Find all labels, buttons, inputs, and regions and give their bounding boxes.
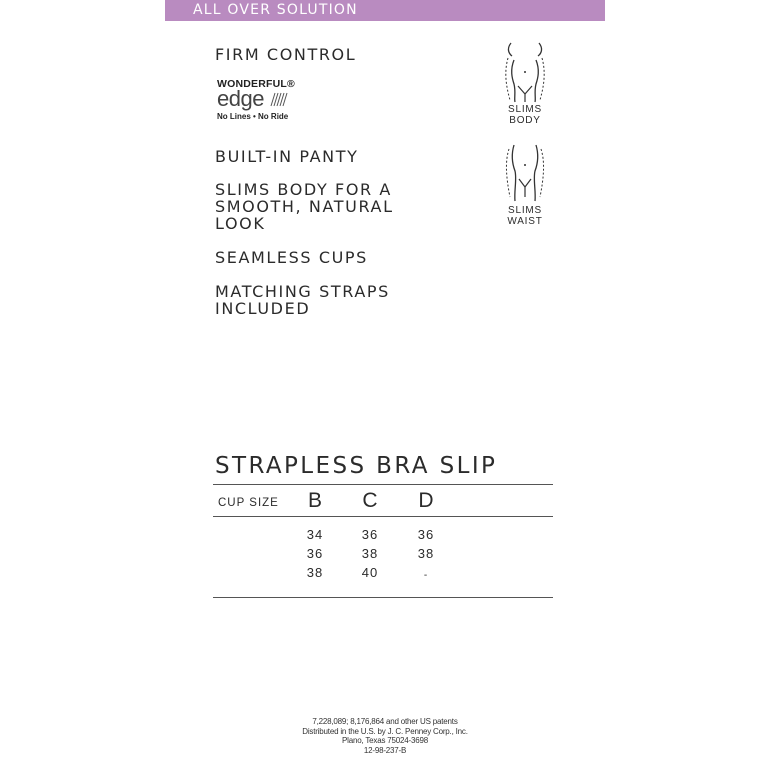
size-chart-title: STRAPLESS BRA SLIP <box>215 453 498 479</box>
logo-edge-text <box>217 86 288 112</box>
logo-wonderful-text: WONDERFUL® <box>217 78 295 90</box>
footer-patents: 7,228,089; 8,176,864 and other US patents <box>312 717 458 726</box>
size-cell: 36 <box>417 527 435 542</box>
feature-slims-body-line3: LOOK <box>215 214 266 233</box>
slims-body-label <box>500 104 550 126</box>
slims-waist-label-line2: WAIST <box>507 216 543 227</box>
feature-slims-body <box>215 181 394 232</box>
slims-body-label-line1: SLIMS <box>507 104 542 115</box>
size-cell: 38 <box>417 546 435 561</box>
size-cell: - <box>423 570 429 581</box>
size-chart-bottom-rule <box>213 597 553 598</box>
size-chart-header-rule <box>213 516 553 517</box>
section-banner <box>165 0 605 21</box>
legal-footer <box>280 717 490 755</box>
slims-waist-figure <box>500 141 550 227</box>
feature-firm-control: FIRM CONTROL <box>215 45 357 64</box>
feature-slims-body-line2: SMOOTH, NATURAL <box>215 197 394 216</box>
logo-tagline: No Lines • No Ride <box>217 112 289 121</box>
footer-code: 12-98-237-B <box>363 745 407 755</box>
slims-waist-label-line1: SLIMS <box>507 205 542 216</box>
feature-matching-straps <box>215 283 390 317</box>
cup-column-d: D <box>418 489 434 512</box>
banner-title: ALL OVER SOLUTION <box>193 2 358 18</box>
footer-distributor: Distributed in the U.S. by J. C. Penney Corp., Inc. <box>302 726 468 736</box>
size-cell: 38 <box>306 565 324 580</box>
wonderful-edge-logo <box>217 78 337 128</box>
edge-stripes-icon <box>270 91 288 107</box>
body-silhouette-icon <box>502 40 548 104</box>
feature-straps-line1: MATCHING STRAPS <box>215 282 390 301</box>
feature-built-in-panty: BUILT-IN PANTY <box>215 147 359 166</box>
cup-column-b: B <box>307 489 322 512</box>
logo-edge-word: edge <box>217 86 264 111</box>
size-cell: 40 <box>361 565 379 580</box>
slims-body-label-line2: BODY <box>509 115 541 126</box>
footer-address: Plano, Texas 75024-3698 <box>342 736 428 745</box>
feature-seamless-cups: SEAMLESS CUPS <box>215 248 368 267</box>
size-cell: 34 <box>306 527 324 542</box>
cup-size-label: CUP SIZE <box>218 497 279 509</box>
size-cell: 36 <box>306 546 324 561</box>
size-chart-top-rule <box>213 484 553 485</box>
waist-silhouette-icon <box>502 141 548 205</box>
size-cell: 38 <box>361 546 379 561</box>
slims-body-figure <box>500 40 550 126</box>
feature-slims-body-line1: SLIMS BODY FOR A <box>215 180 392 199</box>
feature-straps-line2: INCLUDED <box>215 299 311 318</box>
slims-waist-label <box>500 205 550 227</box>
cup-column-c: C <box>362 489 378 512</box>
size-cell: 36 <box>361 527 379 542</box>
